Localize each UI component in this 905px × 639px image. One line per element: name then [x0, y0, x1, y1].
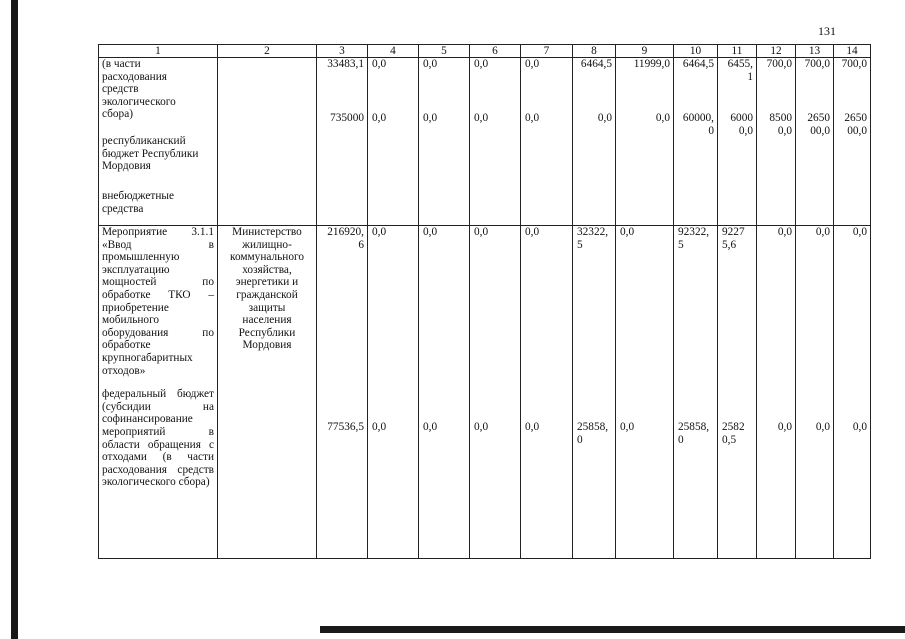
scan-bottom-edge	[320, 626, 905, 633]
column-header: 1	[99, 45, 218, 58]
value-cell: 0,0 0,0	[470, 58, 521, 226]
funding-source-cell	[99, 58, 218, 226]
value-cell: 0,0 0,0	[521, 226, 573, 559]
value-cell: 32322, 5 25858, 0	[573, 226, 616, 559]
scan-left-edge	[11, 0, 18, 639]
column-header: 11	[718, 45, 757, 58]
column-header: 5	[419, 45, 470, 58]
column-header: 7	[521, 45, 573, 58]
column-header: 3	[317, 45, 368, 58]
value-cell: 9227 5,6 2582 0,5	[718, 226, 757, 559]
responsible-ministry: Министерство жилищно- коммунального хозяйства, энергетики и гражданской защиты населения Республики Мордовия	[230, 226, 304, 352]
column-header: 12	[757, 45, 796, 58]
value-cell: 0,0 0,0	[419, 226, 470, 559]
value-cell: 0,0 0,0	[368, 58, 419, 226]
column-header: 14	[834, 45, 871, 58]
page-number: 131	[818, 24, 836, 38]
value-cell: 700,0 8500 0,0	[757, 58, 796, 226]
value-cell: 6464,5 0,0	[573, 58, 616, 226]
value-cell: 700,0 2650 00,0	[834, 58, 871, 226]
value-cell: 0,0 0,0	[470, 226, 521, 559]
value-cell: 6455, 1 6000 0,0	[718, 58, 757, 226]
budget-table	[98, 44, 871, 559]
funding-source-federal-budget: федеральный бюджет (субсидии на софинансирование мероприятий в области обращения с отходами (в части расходования средств экологического сбора)	[102, 388, 214, 489]
responsible-cell	[218, 226, 317, 559]
responsible-cell	[218, 58, 317, 226]
measure-cell	[99, 226, 218, 559]
column-header: 6	[470, 45, 521, 58]
column-header: 13	[796, 45, 834, 58]
column-header: 2	[218, 45, 317, 58]
column-header: 4	[368, 45, 419, 58]
value-cell: 0,0 0,0	[368, 226, 419, 559]
value-cell: 0,0 0,0	[834, 226, 871, 559]
value-cell: 0,0 0,0	[521, 58, 573, 226]
value-cell: 6464,5 60000, 0	[674, 58, 718, 226]
value-cell: 11999,0 0,0	[616, 58, 674, 226]
column-header-row	[99, 45, 871, 58]
column-header: 8	[573, 45, 616, 58]
value-cell: 0,0 0,0	[419, 58, 470, 226]
value-cell: 0,0 0,0	[757, 226, 796, 559]
value-cell: 700,0 2650 00,0	[796, 58, 834, 226]
funding-source-extrabudgetary: внебюджетные средства	[102, 190, 175, 215]
column-header: 9	[616, 45, 674, 58]
value-cell: 216920, 6 77536,5	[317, 226, 368, 559]
value-cell: 33483,1 735000	[317, 58, 368, 226]
funding-source-republic-budget: республиканский бюджет Республики Мордовия	[102, 135, 199, 173]
funding-source-ecological-fee: (в части расходования средств экологического сбора)	[102, 58, 176, 121]
measure-title: Мероприятие 3.1.1 «Ввод в промышленную эксплуатацию мощностей по обработке ТКО – приобретение мобильного оборудования по обработке крупногабаритных отходов»	[102, 226, 214, 377]
value-cell: 92322, 5 25858, 0	[674, 226, 718, 559]
table-row	[99, 58, 871, 226]
column-header: 10	[674, 45, 718, 58]
value-cell: 0,0 0,0	[616, 226, 674, 559]
value-cell: 0,0 0,0	[796, 226, 834, 559]
table-row	[99, 226, 871, 559]
